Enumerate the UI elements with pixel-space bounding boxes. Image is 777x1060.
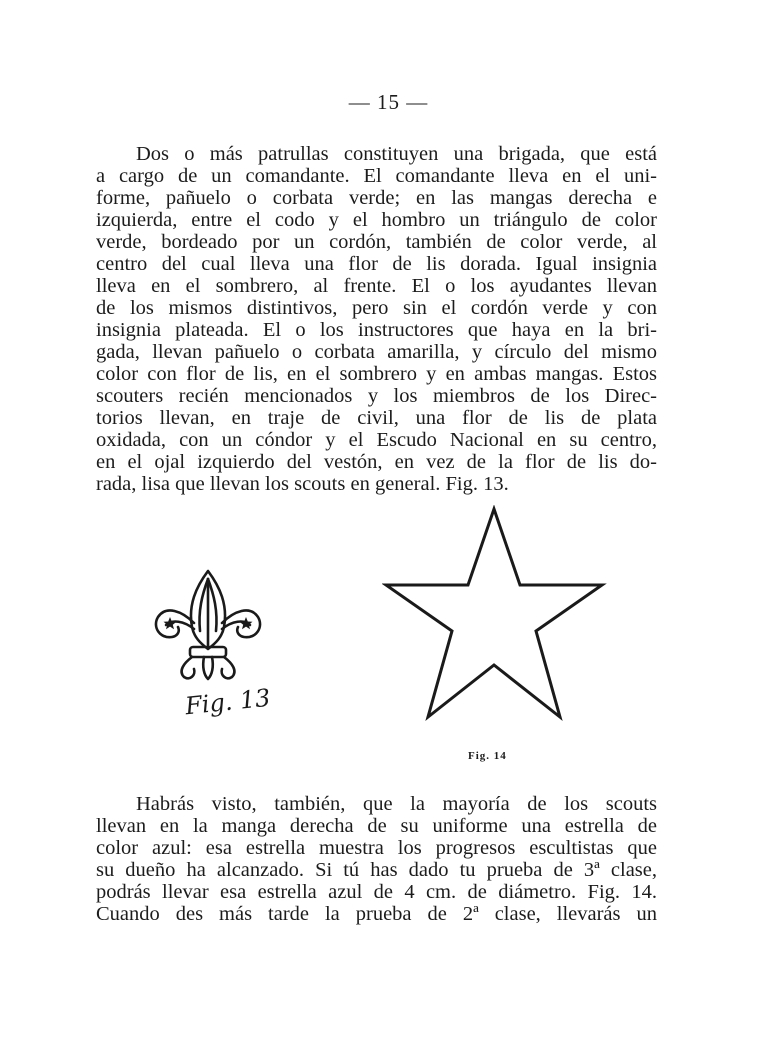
text-line: Habrás visto, también, que la mayoría de los scouts bbox=[136, 793, 657, 815]
text-line: verde, bordeado por un cordón, también de color verde, al bbox=[96, 231, 657, 253]
text-line: su dueño ha alcanzado. Si tú has dado tu prueba de 3ª clase, bbox=[96, 859, 657, 881]
text-line: Cuando des más tarde la prueba de 2ª clase, llevarás un bbox=[96, 903, 657, 925]
text-line: lleva en el sombrero, al frente. El o los ayudantes llevan bbox=[96, 275, 657, 297]
fleur-de-lis-icon bbox=[148, 565, 268, 685]
text-line: centro del cual lleva una flor de lis dorada. Igual insignia bbox=[96, 253, 657, 275]
star-icon bbox=[382, 505, 607, 725]
text-line: rada, lisa que llevan los scouts en general. Fig. 13. bbox=[96, 473, 509, 495]
text-line: insignia plateada. El o los instructores que haya en la bri- bbox=[96, 319, 657, 341]
text-line: en el ojal izquierdo del vestón, en vez de la flor de lis do- bbox=[96, 451, 657, 473]
text-line: llevan en la manga derecha de su uniforme una estrella de bbox=[96, 815, 657, 837]
text-line: oxidada, con un cóndor y el Escudo Nacional en su centro, bbox=[96, 429, 657, 451]
fig13-caption: Fig. 13 bbox=[183, 683, 272, 721]
page-number: — 15 — bbox=[348, 90, 429, 114]
text-line: de los mismos distintivos, pero sin el cordón verde y con bbox=[96, 297, 657, 319]
text-line: izquierda, entre el codo y el hombro un triángulo de color bbox=[96, 209, 657, 231]
text-line: forme, pañuelo o corbata verde; en las mangas derecha e bbox=[96, 187, 657, 209]
text-line: a cargo de un comandante. El comandante lleva en el uni- bbox=[96, 165, 657, 187]
text-line: Dos o más patrullas constituyen una brigada, que está bbox=[136, 143, 657, 165]
text-line: color con flor de lis, en el sombrero y en ambas mangas. Estos bbox=[96, 363, 657, 385]
text-line: color azul: esa estrella muestra los progresos escultistas que bbox=[96, 837, 657, 859]
text-line: torios llevan, en traje de civil, una flor de lis de plata bbox=[96, 407, 657, 429]
text-line: scouters recién mencionados y los miembros de los Direc- bbox=[96, 385, 657, 407]
text-line: podrás llevar esa estrella azul de 4 cm. de diámetro. Fig. 14. bbox=[96, 881, 657, 903]
text-line: gada, llevan pañuelo o corbata amarilla, y círculo del mismo bbox=[96, 341, 657, 363]
fig14-caption: Fig. 14 bbox=[468, 750, 507, 762]
